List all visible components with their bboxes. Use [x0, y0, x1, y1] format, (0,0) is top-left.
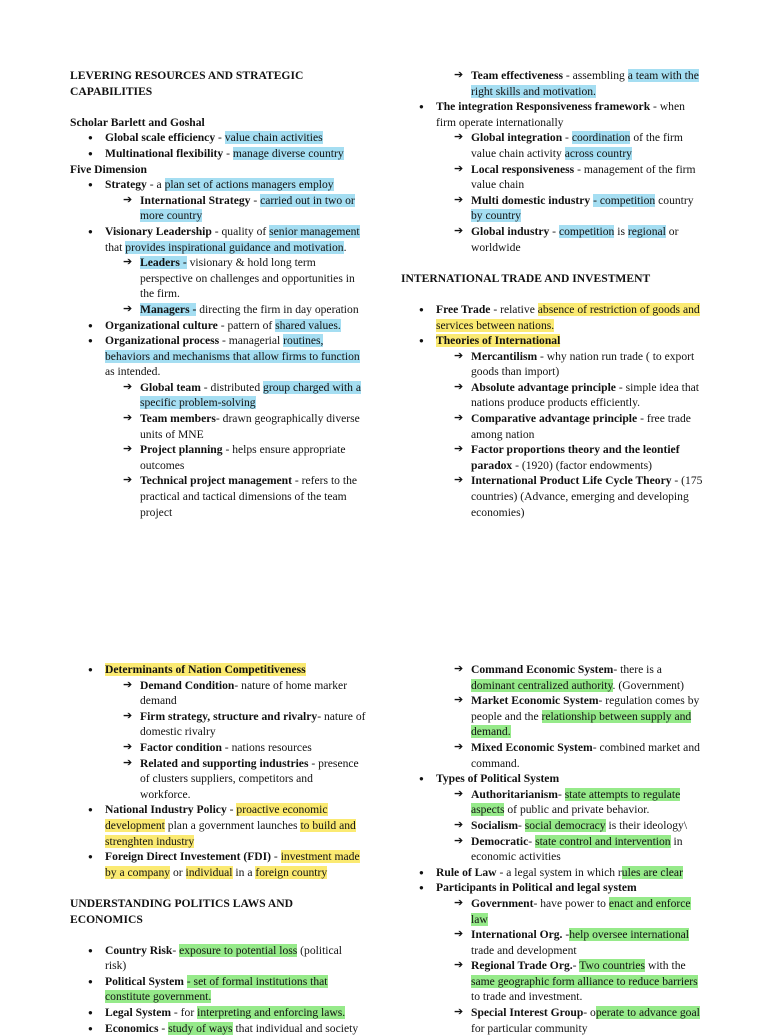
bold-term: Free Trade [436, 302, 491, 316]
bold-term: Team members [140, 412, 216, 426]
body-text: country [655, 193, 694, 207]
body-text: or worldwide [471, 224, 679, 254]
bold-term: Related and supporting industries [140, 756, 309, 770]
bullet-item [70, 802, 366, 849]
highlighted-text: individual [185, 865, 233, 879]
body-text: . [343, 240, 347, 254]
body-text: is their ideology\ [605, 818, 688, 832]
sub-bullet-item [70, 678, 366, 709]
bullet-item [70, 1005, 366, 1021]
bold-term: Special Interest Group [471, 1006, 584, 1020]
highlighted-text: Determinants of Nation Competitiveness [105, 663, 306, 676]
body-text: - pattern of [217, 318, 276, 332]
bold-term: Five Dimension [70, 162, 147, 176]
sub-bullet-item [70, 756, 366, 803]
sub-bullet-item [401, 68, 703, 99]
highlighted-text: carried out in two or more country [140, 193, 355, 223]
body-text: - nations resources [221, 740, 312, 754]
bullet-item [70, 318, 366, 334]
sub-bullet-item [70, 380, 366, 411]
bullet-item [70, 943, 366, 974]
body-text: - [518, 818, 525, 832]
highlighted-text: coordination [571, 131, 631, 145]
bullet-item [70, 662, 366, 678]
highlighted-text: Managers - [140, 302, 197, 316]
bold-term: Absolute advantage principle [471, 380, 616, 394]
highlighted-text: state control and intervention [535, 834, 671, 848]
bold-term: Socialism [471, 818, 519, 832]
bold-term: Mercantilism [471, 349, 538, 363]
highlighted-text: to build and strenghten industry [105, 818, 356, 848]
body-text: - (175 countries) (Advance, emerging and developing economies) [471, 474, 703, 519]
section-heading [70, 896, 366, 927]
bold-term: Organizational process [105, 334, 220, 348]
body-text: to trade and investment. [471, 990, 583, 1004]
body-text: . (Government) [612, 678, 685, 692]
blank-line [70, 880, 366, 896]
sub-bullet-item [401, 662, 703, 693]
sub-bullet-item [401, 380, 703, 411]
highlighted-text: relationship between supply and demand. [471, 709, 692, 739]
highlighted-text: competition [558, 224, 615, 238]
body-text: - regulation comes by people and the [471, 694, 700, 723]
sub-bullet-item [401, 1005, 703, 1036]
body-text: - presence of clusters suppliers, competitors and workforce. [140, 756, 359, 801]
bold-term: Command Economic System [471, 663, 614, 676]
body-text: - there is a [613, 663, 662, 676]
highlighted-text: by country [471, 209, 521, 223]
body-text: - [215, 131, 225, 145]
sub-bullet-item [401, 740, 703, 771]
body-text: - assembling [562, 69, 628, 82]
highlighted-text: Leaders - [140, 256, 187, 270]
bold-term: Strategy [105, 178, 147, 192]
bold-term: Multinational flexibility [105, 146, 224, 160]
page2-left-column [70, 662, 366, 1036]
bold-term: Country Risk [105, 943, 173, 957]
body-text: visionary & hold long term perspective on challenges and opportunities in the firm. [140, 256, 355, 301]
highlighted-text: provides inspirational guidance and motivation [125, 240, 344, 254]
highlighted-text: enact and enforce law [471, 896, 691, 926]
bold-term: Demand Condition [140, 678, 235, 692]
section-heading [70, 115, 366, 131]
body-text: - [158, 1021, 169, 1035]
body-text: - have power to [533, 896, 609, 910]
sub-bullet-item [401, 349, 703, 380]
section-heading [401, 271, 703, 287]
sub-bullet-item [401, 896, 703, 927]
bold-term: Technical project management [140, 474, 292, 488]
bold-term: Types of Political System [436, 772, 560, 786]
document-page-2 [0, 512, 768, 1035]
bold-term: INTERNATIONAL TRADE AND INVESTMENT [401, 271, 651, 285]
highlighted-text: regional [627, 224, 666, 238]
bullet-item [70, 130, 366, 146]
bold-term: Visionary Leadership [105, 224, 212, 238]
body-text: - combined market and command. [471, 740, 700, 770]
highlighted-text: dominant centralized authority [471, 678, 613, 692]
bold-term: LEVERING RESOURCES AND STRATEGIC CAPABILITIES [70, 69, 304, 98]
bullet-item [70, 849, 366, 880]
bold-term: Global team [140, 380, 201, 394]
body-text: of the firm value chain activity [471, 131, 683, 160]
section-heading [70, 162, 366, 178]
bullet-item [70, 974, 366, 1005]
highlighted-text: shared values. [275, 318, 341, 332]
bold-term: Local responsiveness [471, 162, 575, 176]
body-text: - [549, 224, 559, 238]
sub-bullet-item [401, 834, 703, 865]
body-text: - [562, 131, 572, 145]
body-text: - quality of [211, 224, 270, 238]
highlighted-text: manage diverse country [232, 146, 344, 160]
body-text: - [528, 834, 536, 848]
bullet-item [401, 333, 703, 349]
section-heading [70, 68, 366, 99]
bold-term: Authoritarianism [471, 787, 558, 801]
bold-term: Legal System [105, 1006, 172, 1020]
bold-term: National Industry Policy [105, 803, 227, 817]
body-text: - [271, 850, 281, 864]
bold-term: Political System [105, 974, 184, 988]
sub-bullet-item [401, 818, 703, 834]
highlighted-text: Two countries [579, 959, 646, 973]
highlighted-text: foreign country [255, 865, 328, 879]
body-text: - helps ensure appropriate outcomes [140, 443, 346, 472]
body-text: trade and development [471, 943, 577, 957]
body-text: - [557, 787, 565, 801]
bold-term: Government [471, 896, 534, 910]
body-text: in economic activities [471, 834, 683, 864]
bold-term: The integration Responsiveness framework [436, 100, 651, 114]
bold-term: International Strategy [140, 193, 251, 207]
body-text: of public and private behavior. [504, 803, 650, 817]
sub-bullet-item [70, 740, 366, 756]
highlighted-text: help oversee international [569, 928, 689, 942]
body-text: as intended. [105, 365, 161, 379]
body-text: - when firm operate internationally [436, 100, 685, 129]
bold-term: Mixed Economic System [471, 740, 593, 754]
bullet-item [401, 880, 703, 896]
blank-line [70, 927, 366, 943]
body-text: - a [146, 178, 165, 192]
bold-term: Scholar Barlett and Goshal [70, 115, 205, 129]
body-text: - [572, 959, 580, 973]
highlighted-text: across country [564, 146, 632, 160]
highlighted-text: state attempts to regulate aspects [471, 787, 681, 817]
sub-bullet-item [70, 302, 366, 318]
highlighted-text: value chain activities [224, 131, 323, 145]
bullet-item [70, 177, 366, 193]
page1-right-column [401, 68, 703, 520]
body-text: - o [583, 1006, 596, 1020]
highlighted-text: a team with the right skills and motivation. [471, 69, 699, 98]
bold-term: Regional Trade Org. [471, 959, 573, 973]
bold-term: Global industry [471, 224, 550, 238]
sub-bullet-item [70, 255, 366, 302]
body-text: in a [232, 865, 256, 879]
highlighted-text: proactive economic development [105, 803, 328, 832]
highlighted-text: study of ways [168, 1021, 233, 1035]
body-text: - managerial [219, 334, 284, 348]
bold-term: Democratic [471, 834, 529, 848]
sub-bullet-item [70, 709, 366, 740]
sub-bullet-item [70, 442, 366, 473]
blank-line [401, 286, 703, 302]
bold-term: Rule of Law [436, 865, 497, 879]
body-text: - [223, 146, 233, 160]
page2-right-column [401, 662, 703, 1036]
bold-term: Participants in Political and legal system [436, 881, 637, 895]
body-text: - a legal system in which r [496, 865, 622, 879]
body-text: - management of the firm value chain [471, 162, 696, 192]
bold-term: Factor proportions theory and the leontief paradox [471, 443, 680, 472]
bullet-item [70, 224, 366, 255]
body-text: that individual and society [232, 1021, 359, 1035]
sub-bullet-item [401, 693, 703, 740]
highlighted-text: group charged with a specific problem-solving [140, 380, 362, 410]
bold-term: Foreign Direct Investement (FDI) [105, 850, 272, 864]
highlighted-text: routines, behaviors and mechanisms that allow firms to function [105, 334, 360, 363]
bold-term: UNDERSTANDING POLITICS LAWS AND ECONOMICS [70, 896, 294, 926]
body-text: (political risk) [105, 943, 343, 973]
bullet-item [401, 771, 703, 787]
sub-bullet-item [70, 193, 366, 224]
body-text: - [226, 803, 237, 817]
body-text: with the [645, 959, 686, 973]
body-text: that [105, 240, 126, 254]
body-text: or [170, 865, 186, 879]
bold-term: Market Economic System [471, 694, 599, 708]
body-text: - nature of home marker demand [140, 678, 348, 708]
body-text: - free trade among nation [471, 412, 691, 441]
body-text: - [562, 928, 570, 942]
body-text: - for [171, 1006, 198, 1020]
bold-term: Firm strategy, structure and rivalry [140, 709, 318, 723]
highlighted-text: exposure to potential loss [179, 943, 298, 957]
sub-bullet-item [401, 411, 703, 442]
sub-bullet-item [401, 958, 703, 1005]
sub-bullet-item [401, 162, 703, 193]
body-text: directing the firm in day operation [196, 302, 359, 316]
highlighted-text: senior management [269, 224, 360, 238]
highlighted-text: - competition [593, 193, 656, 207]
body-text: - (1920) (factor endowments) [512, 458, 652, 472]
body-text: - simple idea that nations produce products efficiently. [471, 380, 700, 410]
highlighted-text: interpreting and enforcing laws. [197, 1006, 346, 1020]
body-text: plan a government launches [164, 818, 301, 832]
highlighted-text: ules are clear [621, 865, 683, 879]
bullet-item [70, 1021, 366, 1036]
body-text: - relative [490, 302, 538, 316]
highlighted-text: - set of formal institutions that constitute government. [105, 974, 328, 1004]
bold-term: Global scale efficiency [105, 131, 216, 145]
sub-bullet-item [70, 411, 366, 442]
bullet-item [70, 146, 366, 162]
highlighted-text: social democracy [524, 818, 606, 832]
sub-bullet-item [401, 193, 703, 224]
sub-bullet-item [401, 130, 703, 161]
bold-term: Comparative advantage principle [471, 412, 638, 426]
body-text: - drawn geographically diverse units of MNE [140, 412, 360, 441]
body-text: - nature of domestic rivalry [140, 709, 366, 739]
highlighted-text: absence of restriction of goods and services between nations. [436, 302, 700, 332]
sub-bullet-item [401, 927, 703, 958]
sub-bullet-item [401, 442, 703, 473]
bold-term: Project planning [140, 443, 223, 457]
highlighted-text: Theories of International [436, 334, 561, 348]
highlighted-text: investment made by a company [105, 850, 360, 879]
body-text: - why nation run trade ( to export goods than import) [471, 349, 695, 379]
sub-bullet-item [401, 787, 703, 818]
blank-line [70, 99, 366, 115]
body-text: - [250, 193, 261, 207]
bold-term: International Org. [471, 928, 563, 942]
body-text: for particular community [471, 1021, 588, 1035]
bold-term: Factor condition [140, 740, 222, 754]
bold-term: Economics [105, 1021, 159, 1035]
bold-term: Organizational culture [105, 318, 218, 332]
bullet-item [401, 865, 703, 881]
bold-term: Multi domestic industry [471, 193, 591, 207]
bold-term: International Product Life Cycle Theory [471, 474, 672, 488]
body-text: - refers to the practical and tactical dimensions of the team project [140, 474, 358, 519]
highlighted-text: plan set of actions managers employ [164, 178, 334, 192]
body-text: - distributed [200, 380, 264, 394]
bold-term: Team effectiveness [471, 69, 563, 82]
bold-term: Global integration [471, 131, 563, 145]
page1-left-column [70, 68, 366, 520]
highlighted-text: perate to advance goal [595, 1006, 700, 1020]
body-text: is [614, 224, 628, 238]
body-text: - [172, 943, 180, 957]
bullet-item [401, 99, 703, 130]
bullet-item [401, 302, 703, 333]
sub-bullet-item [401, 224, 703, 255]
highlighted-text: same geographic form alliance to reduce barriers [471, 974, 698, 988]
blank-line [401, 255, 703, 271]
bullet-item [70, 333, 366, 380]
